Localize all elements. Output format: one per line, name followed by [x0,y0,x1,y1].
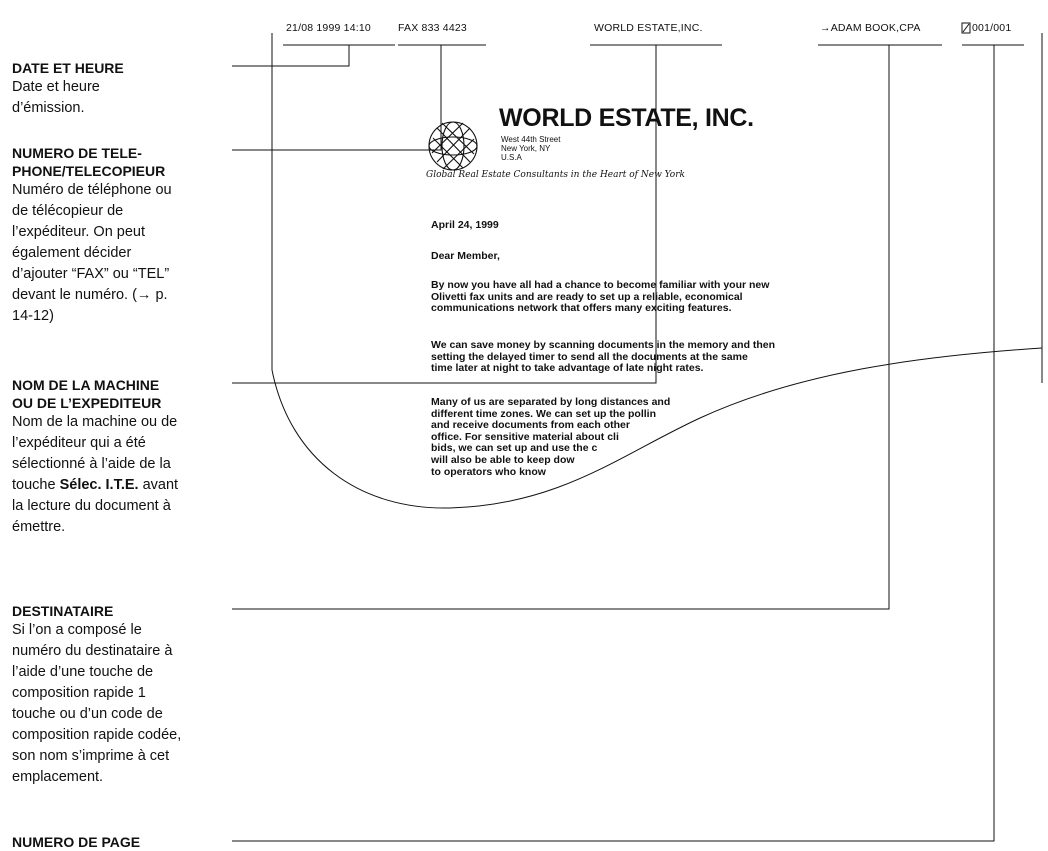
letter-line: to operators who know [431,465,546,478]
header-recipient: →ADAM BOOK,CPA [820,22,921,34]
annotation-date-time [12,59,230,119]
header-page-number: 001/001 [972,22,1012,34]
globe-icon [429,122,477,170]
header-fax-number: FAX 833 4423 [398,22,467,34]
letter-line: time later at night to take advantage of late night rates. [431,362,704,375]
page-icon [962,23,970,33]
annotation-title: NOM DE LA MACHINE OU DE L’EXPEDITEUR [12,377,162,411]
letter-line: and receive documents from each other [431,419,630,432]
letter-line: will also be able to keep dow [431,453,575,466]
letter-paragraph-2 [431,340,775,375]
letter-line: setting the delayed timer to send all the documents at the same [431,350,748,363]
annotation-phone-fax [12,144,230,327]
header-datetime: 21/08 1999 14:10 [286,22,371,34]
annotation-body [12,412,230,538]
annotation-page-number [12,833,230,851]
company-tagline: Global Real Estate Consultants in the Heart of New York [426,170,685,180]
annotation-title: DATE ET HEURE [12,60,124,76]
key-name: Sélec. I.T.E. [59,477,139,493]
annotation-title: NUMERO DE TELE- PHONE/TELECOPIEUR [12,145,166,179]
letter-line: We can save money by scanning documents in the memory and then [431,339,776,351]
letter-paragraph-1 [431,280,769,315]
letter-date: April 24, 1999 [431,219,499,231]
annotation-body: Date et heure d’émission. [12,79,100,116]
letter-line: Many of us are separated by long distances and [431,396,671,408]
annotation-body-text: avant la lecture du document à émettre. [12,477,179,535]
annotation-title: NUMERO DE PAGE [12,834,141,850]
letter-line: communications network that offers many exciting features. [431,302,732,315]
callout-date-time [232,45,349,66]
callout-phone-fax [232,45,441,150]
annotation-title: DESTINATAIRE [12,603,114,619]
annotation-body-text: Nom de la machine ou de l’expéditeur qui a été sélectionné à l’aide de la touche [12,414,178,493]
company-name: WORLD ESTATE, INC. [499,104,754,132]
letter-line: bids, we can set up and use the c [431,442,598,455]
letter-line: different time zones. We can set up the pollin [431,407,657,420]
annotation-recipient [12,602,230,788]
header-sender-name: WORLD ESTATE,INC. [594,22,703,34]
annotation-machine-name [12,376,230,538]
letter-line: Olivetti fax units and are ready to set up a reliable, economical [431,290,743,303]
annotation-body: Numéro de téléphone ou de télécopieur de l’expéditeur. On peut également décider d’ajouter “FAX” ou “TEL” devant le numéro. (→ p. 14-12) [12,182,172,324]
callout-machine-name [232,45,656,383]
company-address: West 44th Street New York, NY U.S.A [501,135,561,162]
letter-salutation: Dear Member, [431,250,500,262]
letter-paragraph-3 [431,397,670,478]
letter-line: office. For sensitive material about cli [431,430,619,443]
annotation-body: Si l’on a composé le numéro du destinataire à l’aide d’une touche de composition rapide 1 touche ou d’un code de composition rapide codée, son nom s’imprime à cet emplacement. [12,622,182,785]
letter-line: By now you have all had a chance to become familiar with your new [431,279,770,291]
